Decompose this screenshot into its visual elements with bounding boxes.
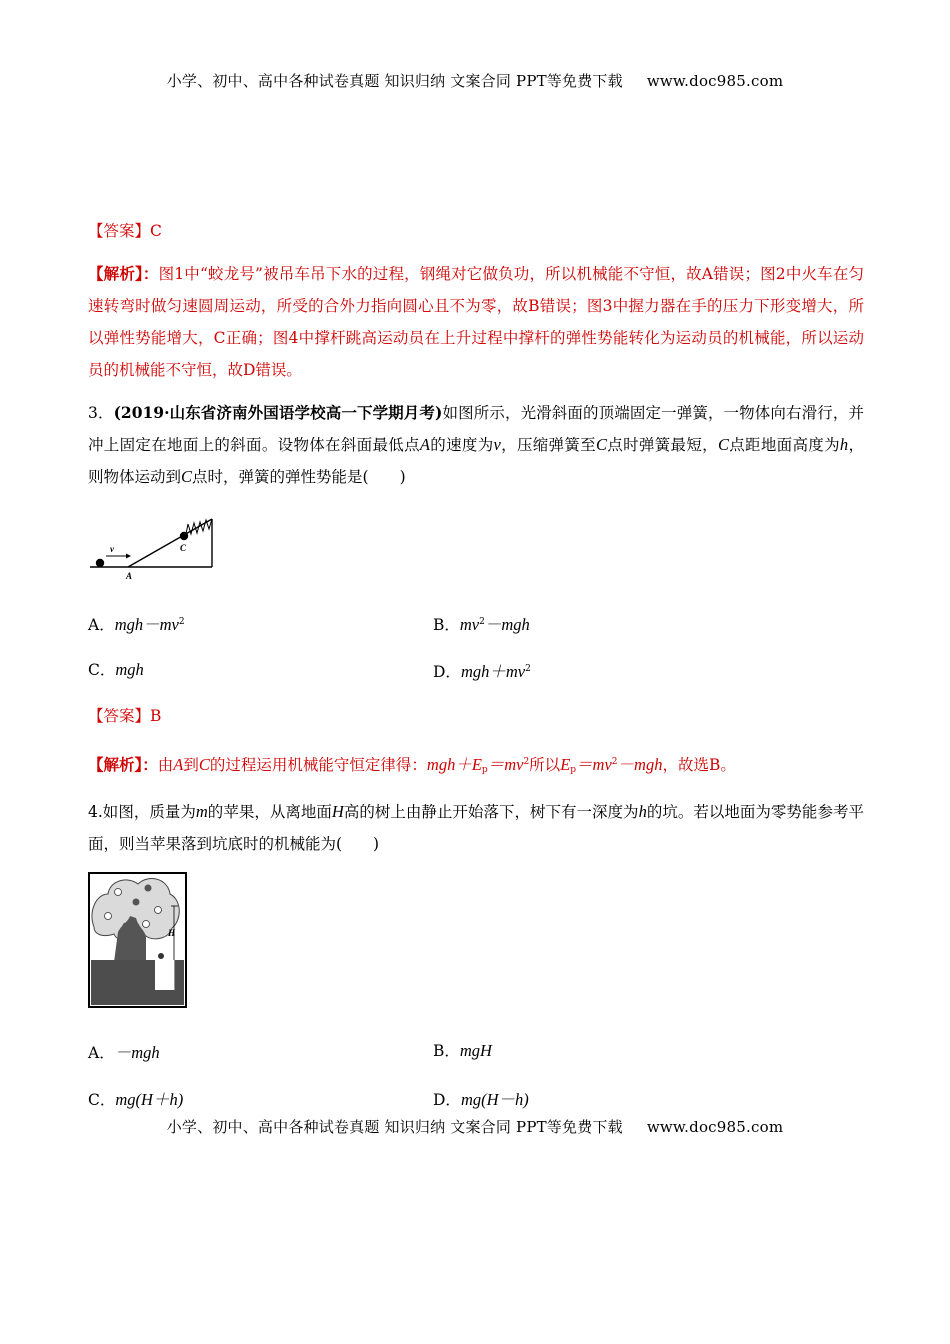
q4-stem-text: 的坑。若以地面为零势能参考平面，则当苹果落到坑底时的机械能为( ) [88, 803, 864, 853]
q3-analysis [88, 751, 864, 775]
q3-analysis-text: 到 [183, 756, 199, 774]
q4-stem-text: 高的树上由静止开始落下，树下有一深度为 [343, 803, 639, 821]
q3-option-a[interactable] [88, 611, 185, 635]
q3-stem-text: 的速度为 [429, 436, 494, 454]
q3-stem-text: 点时，弹簧的弹性势能是( ) [192, 468, 406, 486]
header-site: www.doc985.com [646, 72, 784, 90]
q3-source: (2019·山东省济南外国语学校高一下学期月考) [113, 403, 443, 422]
q3-analysis-text: 由 [157, 756, 174, 774]
var-h: h [839, 435, 849, 454]
formula: E [560, 755, 571, 774]
superscript: 2 [611, 757, 618, 767]
apple-tree-figure [88, 872, 188, 1009]
label-A: A [126, 571, 133, 581]
q3-answer-value: B [150, 707, 162, 725]
var-h: h [638, 802, 647, 821]
q2-answer [88, 219, 864, 241]
superscript: 2 [523, 757, 530, 767]
formula: mgh＋E [426, 755, 482, 774]
q3-stem-text: ，则物体运动到 [88, 436, 864, 486]
option-expr: mgh－mv [114, 615, 179, 634]
subscript: p [481, 765, 488, 775]
var-C: C [595, 435, 607, 454]
apple [133, 899, 140, 906]
var-C: C [717, 435, 729, 454]
option-expr: －mgh [484, 615, 530, 634]
q3-analysis-text: 所以 [529, 756, 561, 774]
option-expr: mgH [459, 1041, 492, 1060]
formula: －mgh [617, 755, 663, 774]
q2-analysis-text: 图1中“蛟龙号”被吊车吊下水的过程，钢绳对它做负功，所以机械能不守恒，故A错误；图2中火车在匀速转弯时做匀速圆周运动，所受的合外力指向圆心且不为零，故B错误；图3中握力器在手的压力下形变增大，所以弹性势能增大，C正确；图4中撑杆跳高运动员在上升过程中撑杆的弹性势能转化为运动员的机械能，所以运动员的机械能不守恒，故D错误。 [88, 265, 864, 379]
option-expr: mg(H＋h) [115, 1090, 184, 1109]
option-label: B． [433, 616, 460, 634]
q3-answer-label: 【答案】 [88, 707, 151, 725]
pit-bottom [155, 990, 174, 1005]
superscript: 2 [525, 664, 531, 674]
option-label: B． [433, 1042, 460, 1060]
q3-stem [88, 397, 864, 493]
velocity-arrowhead [126, 554, 131, 559]
q3-answer [88, 704, 864, 726]
option-expr: mgh [115, 660, 144, 679]
label-v: v [110, 544, 114, 554]
option-expr: －mgh [114, 1043, 160, 1062]
q4-option-c[interactable] [88, 1086, 183, 1110]
q4-stem-text: 的苹果，从离地面 [207, 803, 332, 821]
q3-stem-text: ，压缩弹簧至 [500, 436, 596, 454]
q3-option-b[interactable] [433, 611, 530, 635]
q4-option-b[interactable] [433, 1039, 492, 1061]
q3-stem-text: 点时弹簧最短， [607, 436, 718, 454]
ball-start [96, 559, 104, 567]
incline-spring-figure [88, 504, 218, 584]
falling-apple [158, 953, 164, 959]
q2-answer-label: 【答案】 [88, 222, 151, 240]
formula: ＝mv [576, 755, 612, 774]
header-text: 小学、初中、高中各种试卷真题 知识归纳 文案合同 PPT等免费下载 [166, 72, 623, 90]
option-label: A． [88, 616, 115, 634]
q4-option-d[interactable] [433, 1086, 529, 1110]
q4-stem [88, 796, 864, 860]
q3-stem-text: 点距地面高度为 [728, 436, 840, 454]
option-expr: mgh＋mv [460, 662, 526, 681]
apple [145, 885, 152, 892]
superscript: 2 [479, 617, 485, 627]
subscript: p [570, 765, 577, 775]
var-A: A [173, 755, 184, 774]
option-label: D． [433, 1091, 461, 1109]
q4-number: 4. [88, 803, 103, 821]
q2-analysis-label: 【解析】： [88, 264, 159, 283]
q2-answer-value: C [150, 222, 162, 240]
page-header [0, 70, 950, 91]
label-h: h [160, 972, 166, 982]
ball-at-C [180, 532, 188, 540]
q4-stem-text: 如图，质量为 [102, 803, 196, 821]
q3-analysis-label: 【解析】： [88, 755, 158, 774]
label-C: C [180, 543, 187, 553]
q3-option-d[interactable] [433, 658, 531, 682]
option-expr: mv [459, 615, 480, 634]
apple [155, 907, 162, 914]
apple [115, 889, 122, 896]
var-v: v [493, 435, 501, 454]
q4-option-a[interactable] [88, 1039, 160, 1063]
var-m: m [195, 802, 208, 821]
option-expr: mg(H－h) [460, 1090, 529, 1109]
apple [105, 913, 112, 920]
var-H: H [331, 802, 344, 821]
q3-number: 3． [88, 404, 114, 422]
label-H: H [168, 928, 176, 938]
var-A: A [419, 435, 430, 454]
page-footer [0, 1116, 950, 1137]
q3-analysis-text: ，故选B。 [662, 756, 736, 774]
var-C: C [181, 467, 193, 486]
q2-analysis [88, 258, 864, 386]
incline-surface [128, 519, 212, 567]
option-label: A． [88, 1044, 115, 1062]
footer-site: www.doc985.com [646, 1118, 784, 1136]
q3-option-c[interactable] [88, 658, 144, 680]
option-label: D． [433, 663, 461, 681]
q3-analysis-text: 的过程运用机械能守恒定律得： [209, 756, 427, 774]
apple [143, 921, 150, 928]
ground-right [174, 960, 184, 1005]
option-label: C． [88, 1091, 116, 1109]
superscript: 2 [178, 617, 185, 627]
ground-left [91, 960, 155, 1005]
q3-stem-text: 如图所示，光滑斜面的顶端固定一弹簧，一物体向右滑行，并冲上固定在地面上的斜面。设物体在斜面最低点 [88, 404, 864, 454]
option-label: C． [88, 661, 116, 679]
var-C: C [198, 755, 210, 774]
footer-text: 小学、初中、高中各种试卷真题 知识归纳 文案合同 PPT等免费下载 [166, 1118, 623, 1136]
formula: ＝mv [487, 755, 524, 774]
